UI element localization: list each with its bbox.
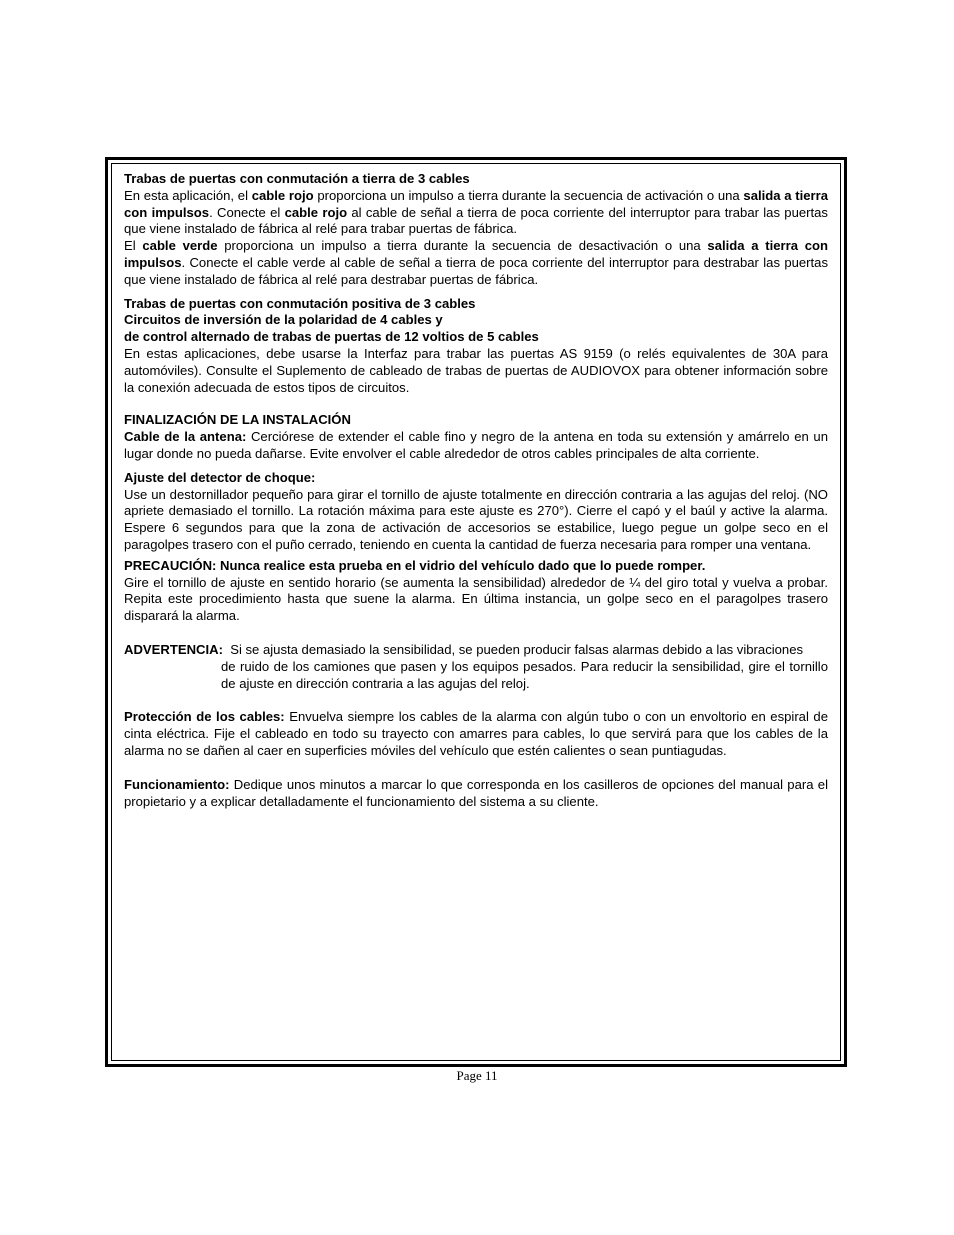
paragraph-operation: Funcionamiento: Dedique unos minutos a marcar lo que corresponda en los casilleros de opciones del manual para el propietario y a explicar detalladamente el funcionamiento del sistema a su cliente. — [124, 776, 828, 809]
paragraph-shock-adjust: Use un destornillador pequeño para girar el tornillo de ajuste totalmente en dirección contraria a las agujas del reloj. (NO apriete demasiado el tornillo. La rotación máxima para este ajuste es 270°). Cierre el capó y el baúl y active la alarma. Espere 6 segundos para que la zona de activación de accesorios se estabilice, luego pegue un golpe seco en el paragolpes trasero con el puño cerrado, teniendo en cuenta la cantidad de fuerza necesaria para romper una ventana. — [124, 486, 828, 552]
paragraph-antenna: Cable de la antena: Cerciórese de extender el cable fino y negro de la antena en toda su extensión y amárrelo en un lugar donde no pueda dañarse. Evite envolver el cable alrededor de otros cables principales de alta corriente. — [124, 429, 828, 461]
warning-paragraph: ADVERTENCIA: Si se ajusta demasiado la sensibilidad, se pueden producir falsas alarmas debido a las vibraciones — [124, 641, 804, 657]
paragraph-red-wire: En esta aplicación, el cable rojo proporciona un impulso a tierra durante la secuencia de activación o una salida a tierra con impulsos. Conecte el cable rojo al cable de señal a tierra de poca corriente del interruptor para trabar las puertas que viene instalado de fábrica al relé para trabar puertas de fábrica. — [124, 187, 828, 237]
caution-text: PRECAUCIÓN: Nunca realice esta prueba en el vidrio del vehículo dado que lo puede romper. — [124, 557, 706, 573]
section-title-ground-locks: Trabas de puertas con conmutación a tierra de 3 cables — [124, 171, 470, 186]
section-title-shock-sensor: Ajuste del detector de choque: — [124, 469, 316, 485]
paragraph-green-wire: El cable verde proporciona un impulso a tierra durante la secuencia de desactivación o una salida a tierra con impulsos. Conecte el cable verde al cable de señal a tierra de poca corriente del interruptor para destrabar las puertas que viene instalado de fábrica al relé para destrabar puertas de fábrica. — [124, 238, 829, 287]
paragraph-interface: En estas aplicaciones, debe usarse la Interfaz para trabar las puertas AS 9159 (o relés equivalentes de 30A para automóviles). Consulte el Suplemento de cableado de trabas de puertas de AUDIOVOX para obtener información sobre la conexión adecuada de estos tipos de circuitos. — [124, 345, 828, 395]
paragraph-cable-protection: Protección de los cables: Envuelva siempre los cables de la alarma con algún tubo o con un envoltorio en espiral de cinta eléctrica. Fije el cableado en todo su trayecto con amarres para cables, lo que servirá para que los cables de la alarma no se dañen al caer en superficies móviles del vehículo que estén calientes o sean puntiagudas. — [124, 709, 828, 758]
section-heading-finalization: FINALIZACIÓN DE LA INSTALACIÓN — [124, 412, 351, 428]
section-title-polarity-reversal: Circuitos de inversión de la polaridad de 4 cables y — [124, 312, 443, 328]
document-body — [124, 171, 828, 810]
warning-continuation: de ruido de los camiones que pasen y los equipos pesados. Para reducir la sensibilidad, gire el tornillo de ajuste en dirección contraria a las agujas del reloj. — [221, 658, 828, 691]
paragraph-shock-retest: Gire el tornillo de ajuste en sentido horario (se aumenta la sensibilidad) alrededor de ¼ del giro total y vuelva a probar. Repita este procedimiento hasta que suene la alarma. En última instancia, un golpe seco en el paragolpes trasero disparará la alarma. — [124, 574, 828, 624]
section-title-positive-locks: Trabas de puertas con conmutación positiva de 3 cables — [124, 295, 476, 311]
section-title-alternate-control: de control alternado de trabas de puertas de 12 voltios de 5 cables — [124, 329, 539, 345]
page-number: Page 11 — [456, 1068, 498, 1083]
warning-label: ADVERTENCIA: — [124, 641, 223, 657]
